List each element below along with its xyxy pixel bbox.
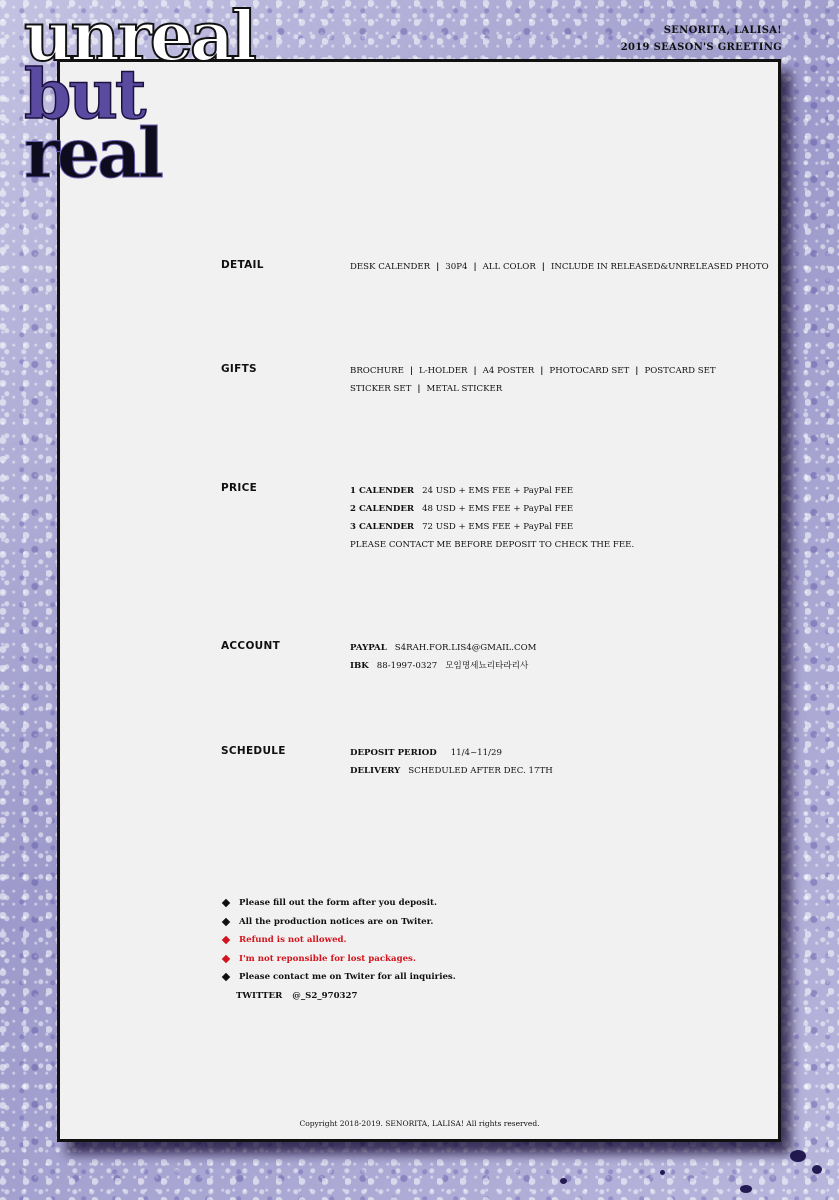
paypal-email: S4RAH.FOR.LIS4@GMAIL.COM	[394, 643, 537, 653]
brand-logo	[24, 0, 254, 194]
gift-item: BROCHURE	[350, 366, 404, 376]
price-row	[350, 518, 634, 536]
twitter-label: TWITTER	[236, 990, 283, 1001]
separator: |	[473, 262, 477, 272]
schedule-body	[350, 744, 553, 780]
notice-text: Refund is not allowed.	[239, 935, 347, 945]
price-row	[350, 500, 634, 518]
paypal-label: PAYPAL	[350, 643, 387, 653]
notice-item	[221, 968, 456, 987]
price-value: 72 USD + EMS FEE + PayPal FEE	[422, 522, 574, 532]
separator: |	[417, 384, 421, 394]
paint-splatter	[812, 1165, 822, 1174]
price-body	[350, 482, 634, 554]
gift-item: METAL STICKER	[426, 384, 503, 394]
notice-item	[221, 894, 456, 913]
price-value: 48 USD + EMS FEE + PayPal FEE	[422, 504, 574, 514]
notice-list	[221, 894, 456, 1005]
paint-splatter	[740, 1185, 752, 1193]
price-label: 2 CALENDER	[350, 504, 415, 514]
deposit-value: 11/4~11/29	[450, 748, 502, 758]
header-line-1: SENORITA, LALISA!	[663, 25, 782, 36]
section-title: ACCOUNT	[221, 640, 281, 652]
account-row-ibk	[350, 657, 536, 675]
price-value: 24 USD + EMS FEE + PayPal FEE	[422, 486, 574, 496]
diamond-bullet-icon	[222, 955, 230, 963]
account-row-paypal	[350, 639, 536, 657]
account-body	[350, 639, 536, 675]
section-title: SCHEDULE	[221, 745, 286, 757]
twitter-handle[interactable]: @_S2_970327	[292, 990, 358, 1001]
section-title: PRICE	[221, 482, 258, 494]
section-title: DETAIL	[221, 259, 264, 271]
notice-item	[221, 913, 456, 932]
schedule-row-deposit	[350, 744, 553, 762]
gift-item: POSTCARD SET	[644, 366, 716, 376]
delivery-value: SCHEDULED AFTER DEC. 17TH	[408, 766, 553, 776]
notice-text: All the production notices are on Twiter.	[239, 916, 434, 927]
separator: |	[635, 366, 639, 376]
gifts-row	[350, 362, 716, 380]
gift-item: PHOTOCARD SET	[549, 366, 630, 376]
brand-word-but: but	[24, 55, 144, 136]
ibk-label: IBK	[350, 661, 369, 671]
header-line-2: 2019 SEASON'S GREETING	[620, 42, 782, 53]
diamond-bullet-icon	[222, 918, 230, 926]
detail-item: DESK CALENDER	[350, 262, 431, 272]
notice-text: Please fill out the form after you deposit.	[239, 898, 437, 908]
diamond-bullet-icon	[222, 936, 230, 944]
detail-item: INCLUDE IN RELEASED&UNRELEASED PHOTO	[550, 262, 769, 272]
notice-text: Please contact me on Twiter for all inquiries.	[239, 972, 456, 982]
price-row	[350, 482, 634, 500]
separator: |	[436, 262, 440, 272]
gifts-body	[350, 362, 716, 398]
separator: |	[473, 366, 477, 376]
gift-item: STICKER SET	[350, 384, 412, 394]
gifts-row	[350, 380, 716, 398]
diamond-bullet-icon	[222, 973, 230, 981]
price-label: 1 CALENDER	[350, 486, 415, 496]
detail-item: 30P4	[445, 262, 468, 272]
twitter-contact	[221, 987, 456, 1006]
deposit-label: DEPOSIT PERIOD	[350, 748, 437, 758]
price-note: PLEASE CONTACT ME BEFORE DEPOSIT TO CHECK THE FEE.	[350, 540, 635, 550]
delivery-label: DELIVERY	[350, 766, 401, 776]
ibk-holder: 모임명세뇨리타라리사	[445, 661, 529, 671]
schedule-row-delivery	[350, 762, 553, 780]
gift-item: A4 POSTER	[482, 366, 535, 376]
header-title	[621, 22, 782, 56]
diamond-bullet-icon	[222, 899, 230, 907]
ibk-number: 88-1997-0327	[376, 661, 438, 671]
detail-body	[350, 258, 769, 276]
section-title: GIFTS	[221, 363, 257, 375]
notice-item-warning	[221, 950, 456, 969]
notice-text: I'm not reponsible for lost packages.	[239, 953, 416, 964]
separator: |	[541, 262, 545, 272]
paint-splatter	[660, 1170, 665, 1175]
detail-item: ALL COLOR	[482, 262, 536, 272]
paint-splatter	[790, 1150, 806, 1162]
paint-splatter	[560, 1178, 567, 1184]
price-label: 3 CALENDER	[350, 522, 415, 532]
brand-word-unreal: unreal	[24, 0, 254, 77]
brand-word-real: real	[24, 113, 161, 194]
gift-item: L-HOLDER	[419, 366, 468, 376]
notice-item-warning	[221, 931, 456, 950]
copyright-footer: Copyright 2018-2019. SENORITA, LALISA! All rights reserved.	[299, 1119, 540, 1128]
separator: |	[409, 366, 414, 376]
separator: |	[540, 366, 544, 376]
